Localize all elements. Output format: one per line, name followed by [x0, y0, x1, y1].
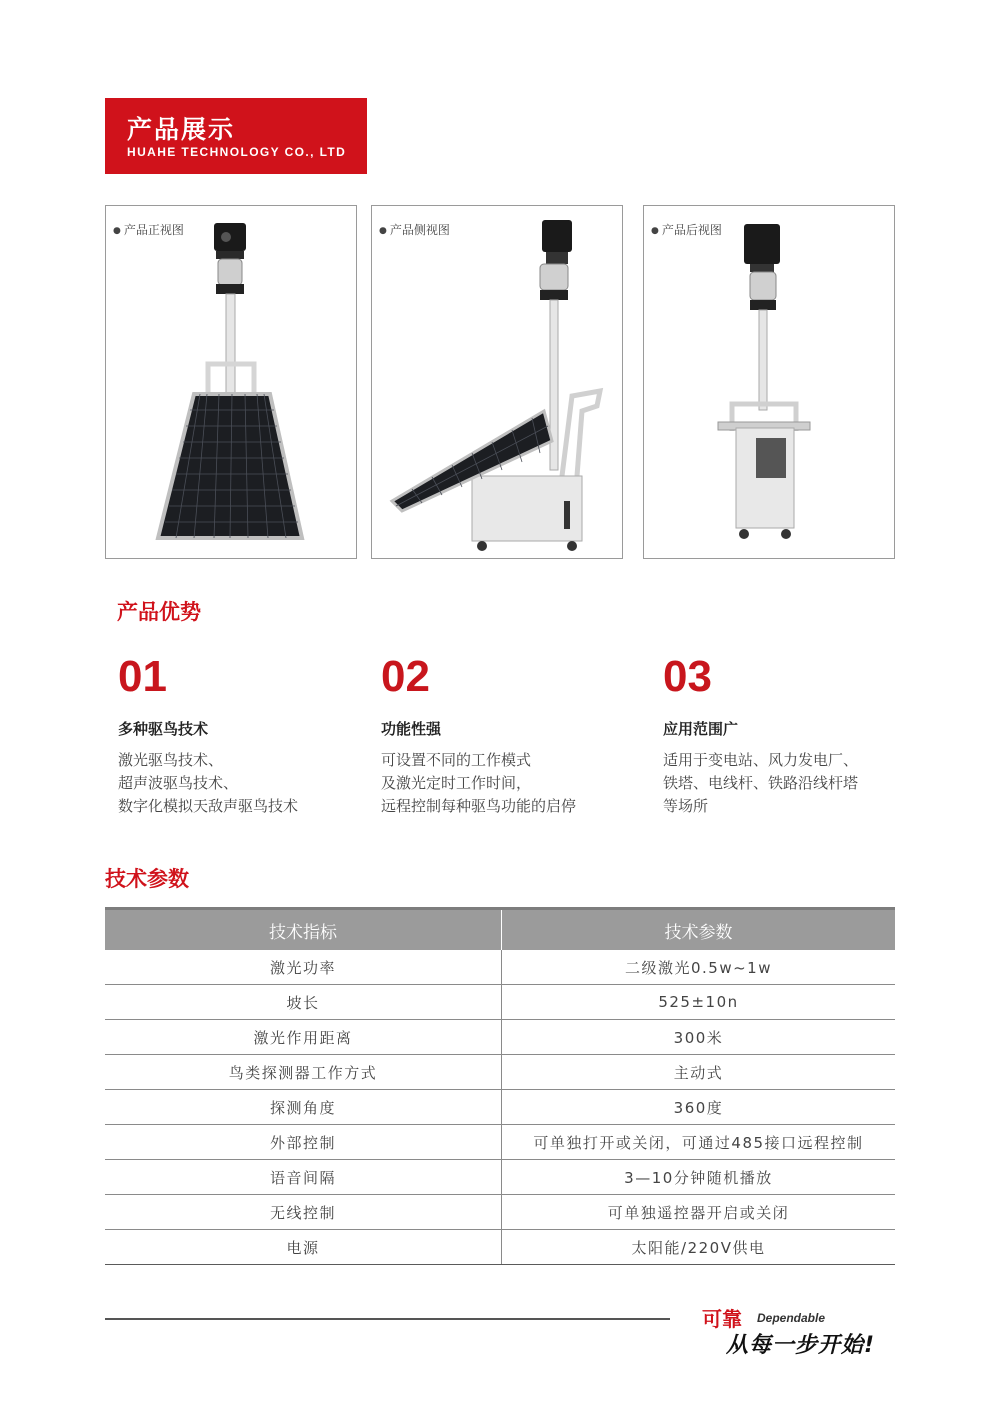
spec-value: 二级激光0.5w~1w — [502, 950, 896, 985]
table-row — [105, 985, 895, 1020]
spec-name: 语音间隔 — [105, 1160, 502, 1195]
table-row — [105, 1090, 895, 1125]
spec-value: 可单独遥控器开启或关闭 — [502, 1195, 896, 1230]
front-view-image — [106, 206, 356, 558]
advantage-line: 及激光定时工作时间， — [381, 774, 532, 792]
specs-table — [105, 907, 895, 1265]
table-row — [105, 950, 895, 985]
spec-name: 无线控制 — [105, 1195, 502, 1230]
advantage-line: 适用于变电站、风力发电厂、 — [663, 751, 859, 769]
spec-value: 525±10n — [502, 985, 896, 1020]
advantage-line: 铁塔、电线杆、铁路沿线杆塔 — [663, 774, 859, 792]
advantage-item-1 — [118, 652, 298, 818]
column-header: 技术指标 — [105, 909, 502, 951]
spec-value: 360度 — [502, 1090, 896, 1125]
table-header-row — [105, 909, 895, 951]
advantage-heading: 应用范围广 — [663, 720, 739, 738]
page-title: 产品展示 — [127, 115, 236, 144]
front-view-card — [105, 205, 357, 559]
advantage-line: 可设置不同的工作模式 — [381, 751, 532, 769]
footer-divider — [105, 1318, 670, 1320]
slogan-dependable: Dependable — [757, 1311, 826, 1325]
advantage-number: 03 — [663, 652, 712, 701]
advantage-line: 远程控制每种驱鸟功能的启停 — [381, 797, 577, 815]
spec-name: 坡长 — [105, 985, 502, 1020]
slogan-reliable: 可靠 — [702, 1307, 742, 1331]
spec-value: 主动式 — [502, 1055, 896, 1090]
spec-name: 探测角度 — [105, 1090, 502, 1125]
advantage-line: 数字化模拟天敌声驱鸟技术 — [118, 797, 299, 815]
side-view-image — [372, 206, 622, 558]
advantage-item-3 — [663, 652, 858, 818]
spec-value: 300米 — [502, 1020, 896, 1055]
rear-view-caption: ● 产品后视图 — [651, 221, 722, 238]
advantage-item-2 — [381, 652, 576, 818]
table-row — [105, 1195, 895, 1230]
spec-value: 3—10分钟随机播放 — [502, 1160, 896, 1195]
tagline: 从每一步开始! — [726, 1333, 876, 1358]
table-row — [105, 1160, 895, 1195]
advantage-heading: 功能性强 — [381, 720, 442, 738]
table-row — [105, 1020, 895, 1055]
advantage-line: 等场所 — [663, 797, 709, 815]
advantages-title: 产品优势 — [117, 600, 201, 624]
spec-value: 可单独打开或关闭，可通过485接口远程控制 — [502, 1125, 896, 1160]
advantage-number: 01 — [118, 652, 167, 701]
spec-name: 电源 — [105, 1230, 502, 1265]
header-banner — [105, 98, 367, 174]
front-view-caption: ● 产品正视图 — [113, 221, 184, 238]
table-row — [105, 1125, 895, 1160]
spec-value: 太阳能/220V供电 — [502, 1230, 896, 1265]
company-name: HUAHE TECHNOLOGY CO., LTD — [127, 145, 347, 159]
advantage-heading: 多种驱鸟技术 — [118, 720, 209, 738]
spec-name: 激光功率 — [105, 950, 502, 985]
advantage-line: 超声波驱鸟技术、 — [118, 774, 239, 792]
spec-name: 鸟类探测器工作方式 — [105, 1055, 502, 1090]
spec-name: 激光作用距离 — [105, 1020, 502, 1055]
specs-title: 技术参数 — [105, 867, 189, 891]
side-view-caption: ● 产品侧视图 — [379, 221, 450, 238]
table-row — [105, 1055, 895, 1090]
rear-view-image — [644, 206, 894, 558]
advantage-line: 激光驱鸟技术、 — [118, 751, 224, 769]
side-view-card — [371, 205, 623, 559]
column-header: 技术参数 — [502, 909, 896, 951]
table-row — [105, 1230, 895, 1265]
advantage-number: 02 — [381, 652, 430, 701]
rear-view-card — [643, 205, 895, 559]
spec-name: 外部控制 — [105, 1125, 502, 1160]
